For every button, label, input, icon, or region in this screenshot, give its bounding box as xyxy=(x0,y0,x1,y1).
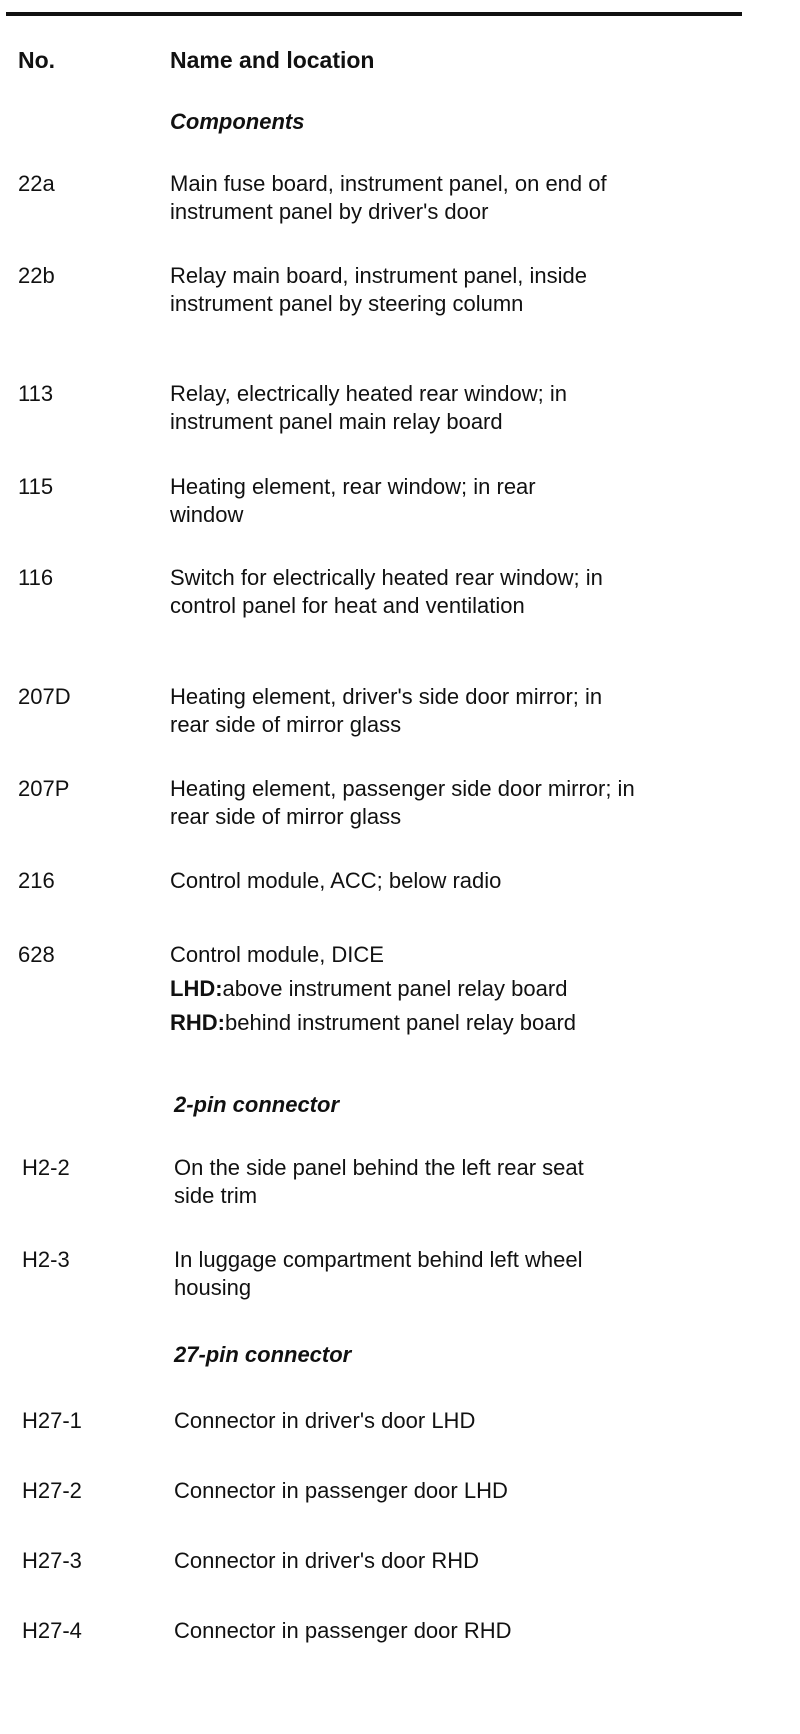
row-description: Connector in driver's door RHD xyxy=(174,1548,479,1573)
row-description: Connector in passenger door LHD xyxy=(174,1478,508,1503)
row-number: 115 xyxy=(18,474,54,499)
row-number: H2-3 xyxy=(22,1247,70,1272)
row-number: 207P xyxy=(18,776,70,801)
row-description: Control module, ACC; below radio xyxy=(170,868,502,893)
row-description: Relay, electrically heated rear window; in instrument panel main relay board xyxy=(170,381,567,434)
row-description: Switch for electrically heated rear window; in control panel for heat and ventilation xyxy=(170,565,603,618)
row-description: Heating element, driver's side door mirror; in rear side of mirror glass xyxy=(170,684,603,737)
row-number: 207D xyxy=(18,684,71,709)
row-number: H27-1 xyxy=(22,1408,82,1433)
lhd-label: LHD: xyxy=(170,976,223,1001)
row-description: In luggage compartment behind left wheel housing xyxy=(174,1247,583,1300)
row-number: 22a xyxy=(18,171,55,196)
section-heading-2-pin: 2-pin connector xyxy=(174,1092,340,1117)
row-number: 116 xyxy=(18,565,54,590)
row-number: 216 xyxy=(18,868,55,893)
lhd-text: above instrument panel relay board xyxy=(222,976,568,1001)
row-number: H27-4 xyxy=(22,1618,82,1643)
row-number: 628 xyxy=(18,942,55,967)
column-header-no: No. xyxy=(18,47,56,73)
row-number: 22b xyxy=(18,263,55,288)
row-description: Main fuse board, instrument panel, on end of instrument panel by driver's door xyxy=(170,171,607,224)
row-description: Connector in driver's door LHD xyxy=(174,1408,476,1433)
section-heading-27-pin: 27-pin connector xyxy=(174,1342,352,1367)
row-description: Control module, DICE xyxy=(170,942,384,967)
column-header-name: Name and location xyxy=(170,47,375,73)
row-lhd-note xyxy=(170,975,680,1003)
row-number: H27-3 xyxy=(22,1548,82,1573)
rhd-text: behind instrument panel relay board xyxy=(225,1010,577,1035)
row-rhd-note xyxy=(170,1009,600,1037)
row-number: 113 xyxy=(18,381,54,406)
top-rule xyxy=(6,12,742,16)
row-description: Connector in passenger door RHD xyxy=(174,1618,512,1643)
row-description: Heating element, rear window; in rear window xyxy=(170,474,536,527)
row-number: H27-2 xyxy=(22,1478,82,1503)
rhd-label: RHD: xyxy=(170,1010,225,1035)
row-description: Relay main board, instrument panel, inside instrument panel by steering column xyxy=(170,263,588,316)
section-heading-components: Components xyxy=(170,109,305,134)
row-number: H2-2 xyxy=(22,1155,70,1180)
row-description: Heating element, passenger side door mirror; in rear side of mirror glass xyxy=(170,776,635,829)
row-description: On the side panel behind the left rear seat side trim xyxy=(174,1155,584,1208)
